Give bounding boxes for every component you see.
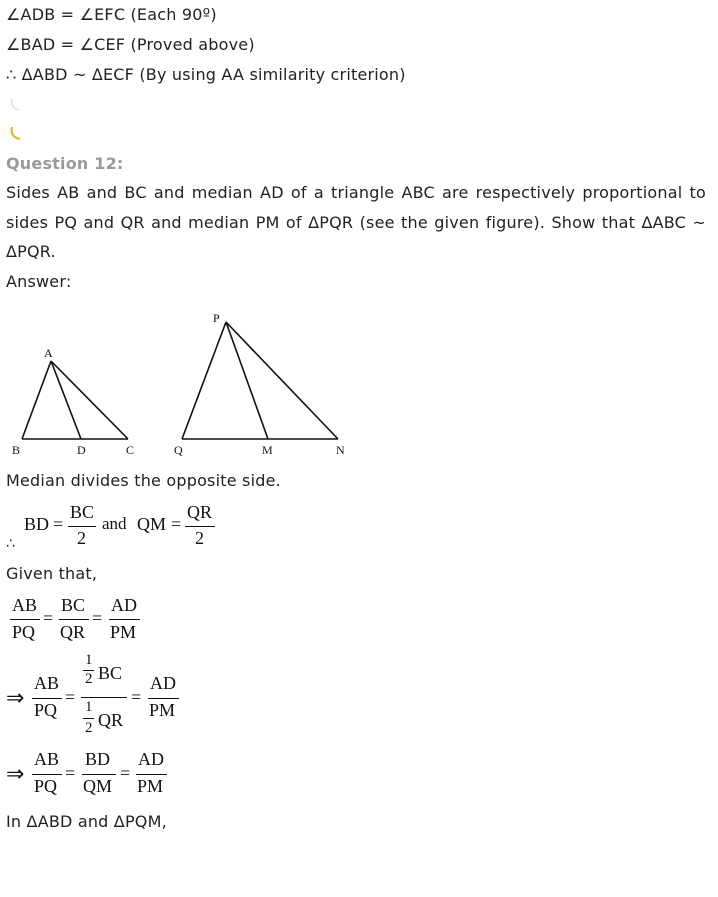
eq3-implies-icon: ⇒ [6, 685, 25, 710]
eq3-den3: PM [149, 700, 176, 720]
eq3-half-num-bottom: 1 [85, 699, 93, 715]
eq1-den2: 2 [195, 528, 204, 548]
eq1-and: and [102, 514, 127, 533]
label-d: D [77, 443, 86, 457]
eq4-bar3 [136, 774, 167, 775]
eq4-equals1: = [65, 763, 76, 783]
eq1-fraction-bar [68, 526, 96, 527]
given-text: Given that, [6, 564, 98, 583]
label-m: M [262, 443, 273, 457]
eq3-equals1: = [65, 687, 76, 707]
eq1-equals2: = [171, 514, 182, 534]
segment-ac [51, 361, 128, 439]
eq3-num1: AB [34, 673, 60, 693]
median-text: Median divides the opposite side. [6, 471, 281, 490]
eq2-equals2: = [92, 608, 103, 628]
eq4-bar2 [82, 774, 116, 775]
light-arc-icon [12, 99, 19, 110]
eq4-den1: PQ [34, 776, 58, 796]
final-text: In ΔABD and ΔPQM, [6, 812, 167, 831]
decorative-arc-icons [4, 96, 24, 146]
yellow-arc-icon [12, 127, 20, 139]
eq2-bar2 [59, 619, 89, 620]
eq4-num1: AB [34, 749, 60, 769]
label-c: C [126, 443, 135, 457]
eq2-den3: PM [110, 622, 137, 642]
eq3-num3: AD [150, 673, 176, 693]
eq2-bar3 [109, 619, 140, 620]
eq3-half-den-bottom: 2 [85, 720, 93, 736]
statement-bad-cef: ∠BAD = ∠CEF (Proved above) [6, 35, 255, 54]
eq4-den2: QM [83, 776, 113, 796]
statement-similarity: ∴ ΔABD ~ ΔECF (By using AA similarity criterion) [6, 65, 406, 84]
eq4-num2: BD [85, 749, 111, 769]
eq3-equals2: = [131, 687, 142, 707]
eq1-num: BC [70, 502, 95, 522]
label-a: A [44, 346, 53, 360]
segment-pn [226, 322, 338, 439]
segment-pm [226, 322, 268, 439]
eq3-half-den-top: 2 [85, 671, 93, 687]
segment-pq [182, 322, 226, 439]
eq2-num2: BC [61, 595, 86, 615]
eq2-den2: QR [60, 622, 86, 642]
statement-adb-efc: ∠ADB = ∠EFC (Each 90º) [6, 5, 217, 24]
eq3-bar1 [32, 698, 62, 699]
eq1-lhs2: QM [137, 514, 167, 534]
eq2-num1: AB [12, 595, 38, 615]
eq3-half-bar-bottom [83, 718, 94, 719]
label-n: N [336, 443, 345, 457]
eq4-implies-icon: ⇒ [6, 761, 25, 786]
eq3-bar3 [148, 698, 179, 699]
therefore-symbol: ∴ [6, 536, 16, 552]
eq2-bar1 [10, 619, 40, 620]
eq3-half-num-top: 1 [85, 652, 93, 668]
eq2-num3: AD [111, 595, 137, 615]
eq4-den3: PM [137, 776, 164, 796]
eq3-qr: QR [98, 710, 124, 730]
eq1-equals: = [53, 514, 64, 534]
triangles-figure [0, 300, 360, 465]
segment-ad [51, 361, 81, 439]
question-heading: Question 12: [6, 154, 124, 173]
eq1-fraction-bar2 [185, 526, 215, 527]
segment-ab [22, 361, 51, 439]
eq2-equals1: = [43, 608, 54, 628]
label-p: P [213, 311, 220, 325]
label-b: B [12, 443, 21, 457]
eq4-equals2: = [120, 763, 131, 783]
eq3-den1: PQ [34, 700, 58, 720]
answer-label: Answer: [6, 272, 72, 291]
eq3-main-bar [81, 697, 127, 698]
label-q: Q [174, 443, 183, 457]
eq2-den1: PQ [12, 622, 36, 642]
eq1-num2: QR [187, 502, 213, 522]
eq4-num3: AD [138, 749, 164, 769]
eq1-den: 2 [77, 528, 86, 548]
eq1-lhs: BD [24, 514, 50, 534]
question-text: Sides AB and BC and median AD of a triangle ABC are respectively proportional to sides PQ and QR and median PM of ΔPQR (see the given figure). Show that ΔABC ~ ΔPQR. [6, 183, 706, 261]
eq4-bar1 [32, 774, 62, 775]
eq3-bc: BC [98, 663, 123, 683]
